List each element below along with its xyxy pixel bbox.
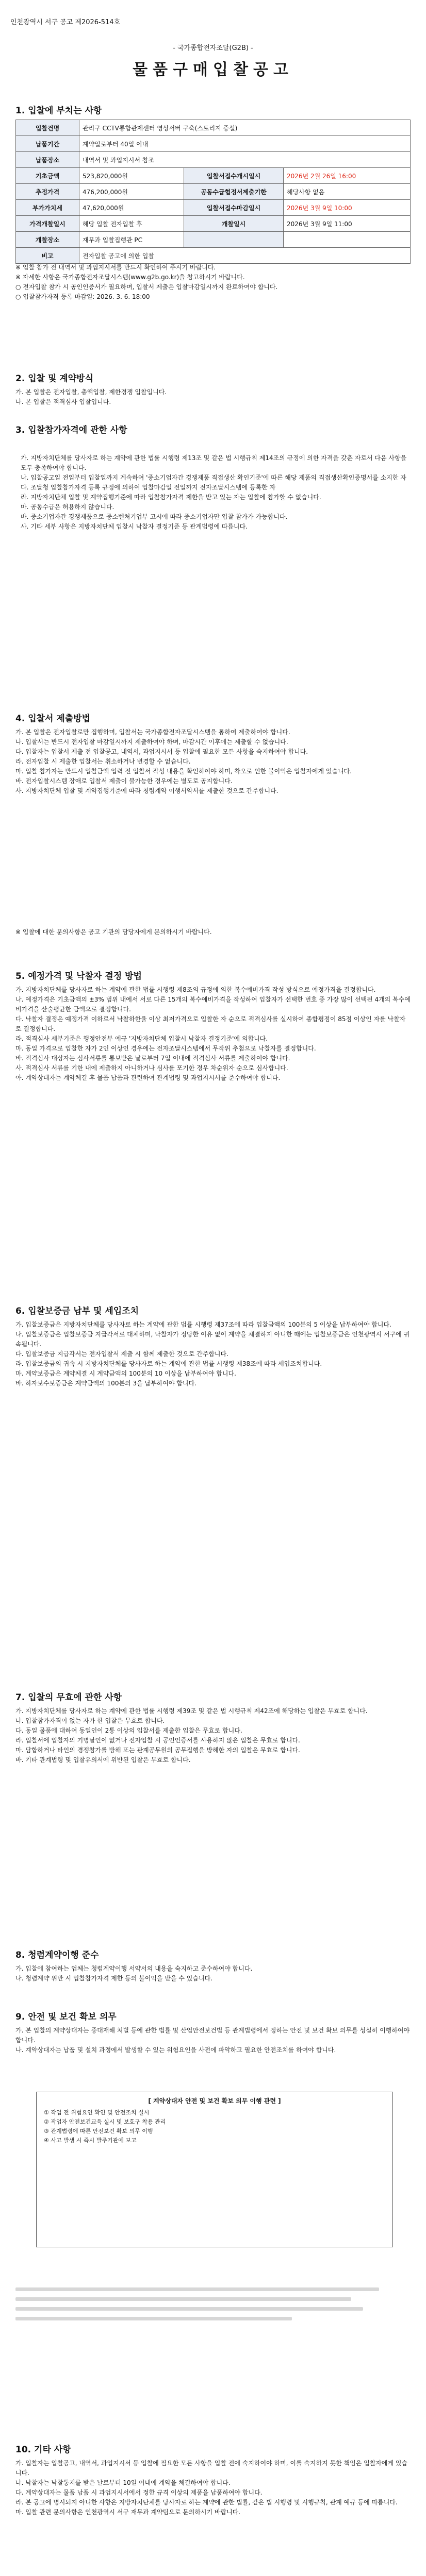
label-cell: 입찰서접수마감일시: [184, 200, 284, 216]
section-heading: 9. 안전 및 보건 확보 의무: [15, 2012, 117, 2022]
value-cell: 2026년 3월 9일 11:00: [284, 216, 411, 232]
section-heading: 2. 입찰 및 계약방식: [15, 374, 93, 384]
section-heading: 4. 입찰서 제출방법: [15, 714, 91, 724]
label-cell: 추정가격: [16, 184, 79, 200]
notice-number: 인천광역시 서구 공고 제2026-514호: [10, 19, 121, 26]
label-cell: 납품기간: [16, 136, 79, 152]
section-heading: 7. 입찰의 무효에 관한 사항: [15, 1692, 122, 1703]
label-cell: 기초금액: [16, 168, 79, 184]
blank-area: [15, 2287, 411, 2327]
section-heading: 1. 입찰에 부치는 사항: [15, 106, 102, 116]
value-cell: 계약일로부터 40일 이내: [79, 136, 411, 152]
section-body: 가. 입찰에 참여하는 업체는 청렴계약이행 서약서의 내용을 숙지하고 준수하여야 합니다. 나. 청렴계약 위반 시 입찰참가자격 제한 등의 불이익을 받을 수 있습니다.: [15, 1965, 253, 1982]
section-body: 가. 입찰보증금은 지방자치단체를 당사자로 하는 계약에 관한 법률 시행령 제37조에 따라 입찰금액의 100분의 5 이상을 납부하여야 합니다. 나. 입찰보증금은 입찰보증금 지급각서로 대체하며, 낙찰자가 정당한 이유 없이 계약을 체결하지 아니한 때에는 입찰보증금은 인천광역시 서구에 귀속됩니다. 다. 입찰보증금 지급각서는 전자입찰서 제출 시 함께 제출한 것으로 간주합니다. 라. 입찰보증금의 귀속 시 지방자치단체를 당사자로 하는 계약에 관한 법률 시행령 제38조에 따라 세입조치합니다. 마. 계약보증금은 계약체결 시 계약금액의 100분의 10 이상을 납부하여야 합니다. 바. 하자보수보증금은 계약금액의 100분의 3을 납부하여야 합니다.: [15, 1321, 410, 1387]
label-cell: 비고: [16, 248, 79, 264]
label-cell: 입찰서접수개시일시: [184, 168, 284, 184]
section-body: 가. 지방자치단체를 당사자로 하는 계약에 관한 법률 시행령 제39조 및 같은 법 시행규칙 제42조에 해당하는 입찰은 무효로 합니다. 나. 입찰참가자격이 없는 자가 한 입찰은 무효로 합니다. 다. 동일 물품에 대하여 동일인이 2통 이상의 입찰서를 제출한 입찰은 무효로 합니다. 라. 입찰서에 입찰자의 기명날인이 없거나 전자입찰 시 공인인증서를 사용하지 않은 입찰은 무효로 합니다. 마. 담합하거나 타인의 경쟁참가를 방해 또는 관계공무원의 공무집행을 방해한 자의 입찰은 무효로 합니다. 바. 기타 관계법령 및 입찰유의서에 위반된 입찰은 무효로 합니다.: [15, 1707, 368, 1764]
section-body: 가. 본 입찰은 전자입찰, 총액입찰, 제한경쟁 입찰입니다. 나. 본 입찰은 적격심사 입찰입니다.: [15, 388, 167, 405]
section-heading: 3. 입찰참가자격에 관한 사항: [15, 425, 127, 435]
value-cell: 재무과 입찰집행관 PC: [79, 232, 184, 248]
notice-title: 물품구매입찰공고: [133, 61, 293, 79]
section-body: 가. 본 입찰의 계약상대자는 중대재해 처벌 등에 관한 법률 및 산업안전보건법 등 관계법령에서 정하는 안전 및 보건 확보 의무를 성실히 이행하여야 합니다. 나. 계약상대자는 납품 및 설치 과정에서 발생할 수 있는 위험요인을 사전에 파악하고 필요한 안전조치를 하여야 합니다.: [15, 2027, 410, 2054]
section-note: ※ 입찰 참가 전 내역서 및 과업지시서를 반드시 확인하여 주시기 바랍니다. ※ 자세한 사항은 국가종합전자조달시스템(www.g2b.go.kr)을 참고하시기 바랍니다. ○ 전자입찰 참가 시 공인인증서가 필요하며, 입찰서 제출은 입찰마감일시까지 완료하여야 합니다. ○ 입찰참가자격 등록 마감일: 2026. 3. 6. 18:00: [15, 264, 278, 300]
section-heading: 10. 기타 사항: [15, 2445, 71, 2455]
value-cell: 전자입찰 공고에 의한 입찰: [79, 248, 411, 264]
label-cell: 개찰장소: [16, 232, 79, 248]
label-cell: 입찰건명: [16, 120, 79, 136]
label-cell: 부가가치세: [16, 200, 79, 216]
section-heading: 8. 청렴계약이행 준수: [15, 1950, 99, 1960]
value-cell: 2026년 3월 9일 10:00: [284, 200, 411, 216]
value-cell: 내역서 및 과업지시서 참조: [79, 152, 411, 168]
value-cell: 관리구 CCTV통합관제센터 영상서버 구축(스토리지 증설): [79, 120, 411, 136]
notice-subtitle: - 국가종합전자조달(G2B) -: [173, 44, 253, 52]
box-title: [ 계약상대자 안전 및 보건 확보 의무 이행 관련 ]: [148, 2097, 281, 2105]
purchase-table: [15, 120, 411, 264]
label-cell: 가격개찰일시: [16, 216, 79, 232]
section-heading: 5. 예정가격 및 낙찰자 결정 방법: [15, 971, 142, 981]
section-body: 가. 본 입찰은 전자입찰로만 집행하며, 입찰서는 국가종합전자조달시스템을 통하여 제출하여야 합니다. 나. 입찰서는 반드시 전자입찰 마감일시까지 제출하여야 하며, 마감시간 이후에는 제출할 수 없습니다. 다. 입찰자는 입찰서 제출 전 입찰공고, 내역서, 과업지시서 등 입찰에 필요한 모든 사항을 숙지하여야 합니다. 라. 전자입찰 시 제출한 입찰서는 취소하거나 변경할 수 없습니다. 마. 입찰 참가자는 반드시 입찰금액 입력 전 입찰서 작성 내용을 확인하여야 하며, 착오로 인한 불이익은 입찰자에게 있습니다. 바. 전자입찰시스템 장애로 입찰서 제출이 불가능한 경우에는 별도로 공지합니다. 사. 지방자치단체 입찰 및 계약집행기준에 따라 청렴계약 이행서약서를 제출한 것으로 간주합니다.: [15, 728, 352, 794]
value-cell: 해당사항 없음: [284, 184, 411, 200]
box-body: ① 작업 전 위험요인 확인 및 안전조치 실시 ② 작업자 안전보건교육 실시 및 보호구 착용 관리 ③ 관계법령에 따른 안전보건 확보 의무 이행 ④ 사고 발생 시 즉시 발주기관에 보고: [44, 2109, 166, 2144]
value-cell: [284, 232, 411, 248]
label-cell: 개찰일시: [184, 216, 284, 232]
value-cell: 47,620,000원: [79, 200, 184, 216]
section-body: 가. 지방자치단체를 당사자로 하는 계약에 관한 법률 시행령 제8조의 규정에 의한 복수예비가격 작성 방식으로 예정가격을 결정합니다. 나. 예정가격은 기초금액의 ±3% 범위 내에서 서로 다른 15개의 복수예비가격을 작성하여 입찰자가 선택한 번호 중 가장 많이 선택된 4개의 복수예비가격을 산술평균한 금액으로 결정합니다. 다. 낙찰자 결정은 예정가격 이하로서 낙찰하한율 이상 최저가격으로 입찰한 자 순으로 적격심사를 실시하여 종합평점이 85점 이상인 자를 낙찰자로 결정합니다. 라. 적격심사 세부기준은 행정안전부 예규 '지방자치단체 입찰시 낙찰자 결정기준'에 의합니다. 마. 동일 가격으로 입찰한 자가 2인 이상인 경우에는 전자조달시스템에서 무작위 추첨으로 낙찰자를 결정합니다. 바. 적격심사 대상자는 심사서류를 통보받은 날로부터 7일 이내에 적격심사 서류를 제출하여야 합니다. 사. 적격심사 서류를 기한 내에 제출하지 아니하거나 심사를 포기한 경우 차순위자 순으로 심사합니다. 아. 계약상대자는 계약체결 후 물품 납품과 관련하여 관계법령 및 과업지시서를 준수하여야 합니다.: [15, 986, 411, 1081]
value-cell: 523,820,000원: [79, 168, 184, 184]
section-body: 가. 지방자치단체를 당사자로 하는 계약에 관한 법률 시행령 제13조 및 같은 법 시행규칙 제14조의 규정에 의한 자격을 갖춘 자로서 다음 사항을 모두 충족하여야 합니다. 나. 입찰공고일 전일부터 입찰일까지 계속하여 '중소기업자간 경쟁제품 직접생산 확인기준'에 따른 해당 제품의 직접생산확인증명서를 소지한 자 다. 조달청 입찰참가자격 등록 규정에 의하여 입찰마감일 전일까지 전자조달시스템에 등록한 자 라. 지방자치단체 입찰 및 계약집행기준에 따라 입찰참가자격 제한을 받고 있는 자는 입찰에 참가할 수 없습니다. 마. 공동수급은 허용하지 않습니다. 바. 중소기업자간 경쟁제품으로 중소벤처기업부 고시에 따라 중소기업자만 입찰 참가가 가능합니다. 사. 기타 세부 사항은 지방자치단체 입찰시 낙찰자 결정기준 등 관계법령에 따릅니다.: [21, 454, 407, 530]
label-cell: 공동수급협정서제출기한: [184, 184, 284, 200]
label-cell: [184, 232, 284, 248]
section-heading: 6. 입찰보증금 납부 및 세입조치: [15, 1306, 139, 1316]
value-cell: 476,200,000원: [79, 184, 184, 200]
safety-info-box: [36, 2092, 393, 2247]
value-cell: 해당 입찰 전자입찰 후: [79, 216, 184, 232]
value-cell: 2026년 2월 26일 16:00: [284, 168, 411, 184]
section-note: ※ 입찰에 대한 문의사항은 공고 기관의 담당자에게 문의하시기 바랍니다.: [15, 928, 212, 936]
section-body: 가. 입찰자는 입찰공고, 내역서, 과업지시서 등 입찰에 필요한 모든 사항을 입찰 전에 숙지하여야 하며, 이를 숙지하지 못한 책임은 입찰자에게 있습니다. 나. 낙찰자는 낙찰통지를 받은 날로부터 10일 이내에 계약을 체결하여야 합니다. 다. 계약상대자는 물품 납품 시 과업지시서에서 정한 규격 이상의 제품을 납품하여야 합니다. 라. 본 공고에 명시되지 아니한 사항은 지방자치단체를 당사자로 하는 계약에 관한 법률, 같은 법 시행령 및 시행규칙, 관계 예규 등에 따릅니다. 마. 입찰 관련 문의사항은 인천광역시 서구 재무과 계약팀으로 문의하시기 바랍니다.: [15, 2460, 408, 2516]
label-cell: 납품장소: [16, 152, 79, 168]
